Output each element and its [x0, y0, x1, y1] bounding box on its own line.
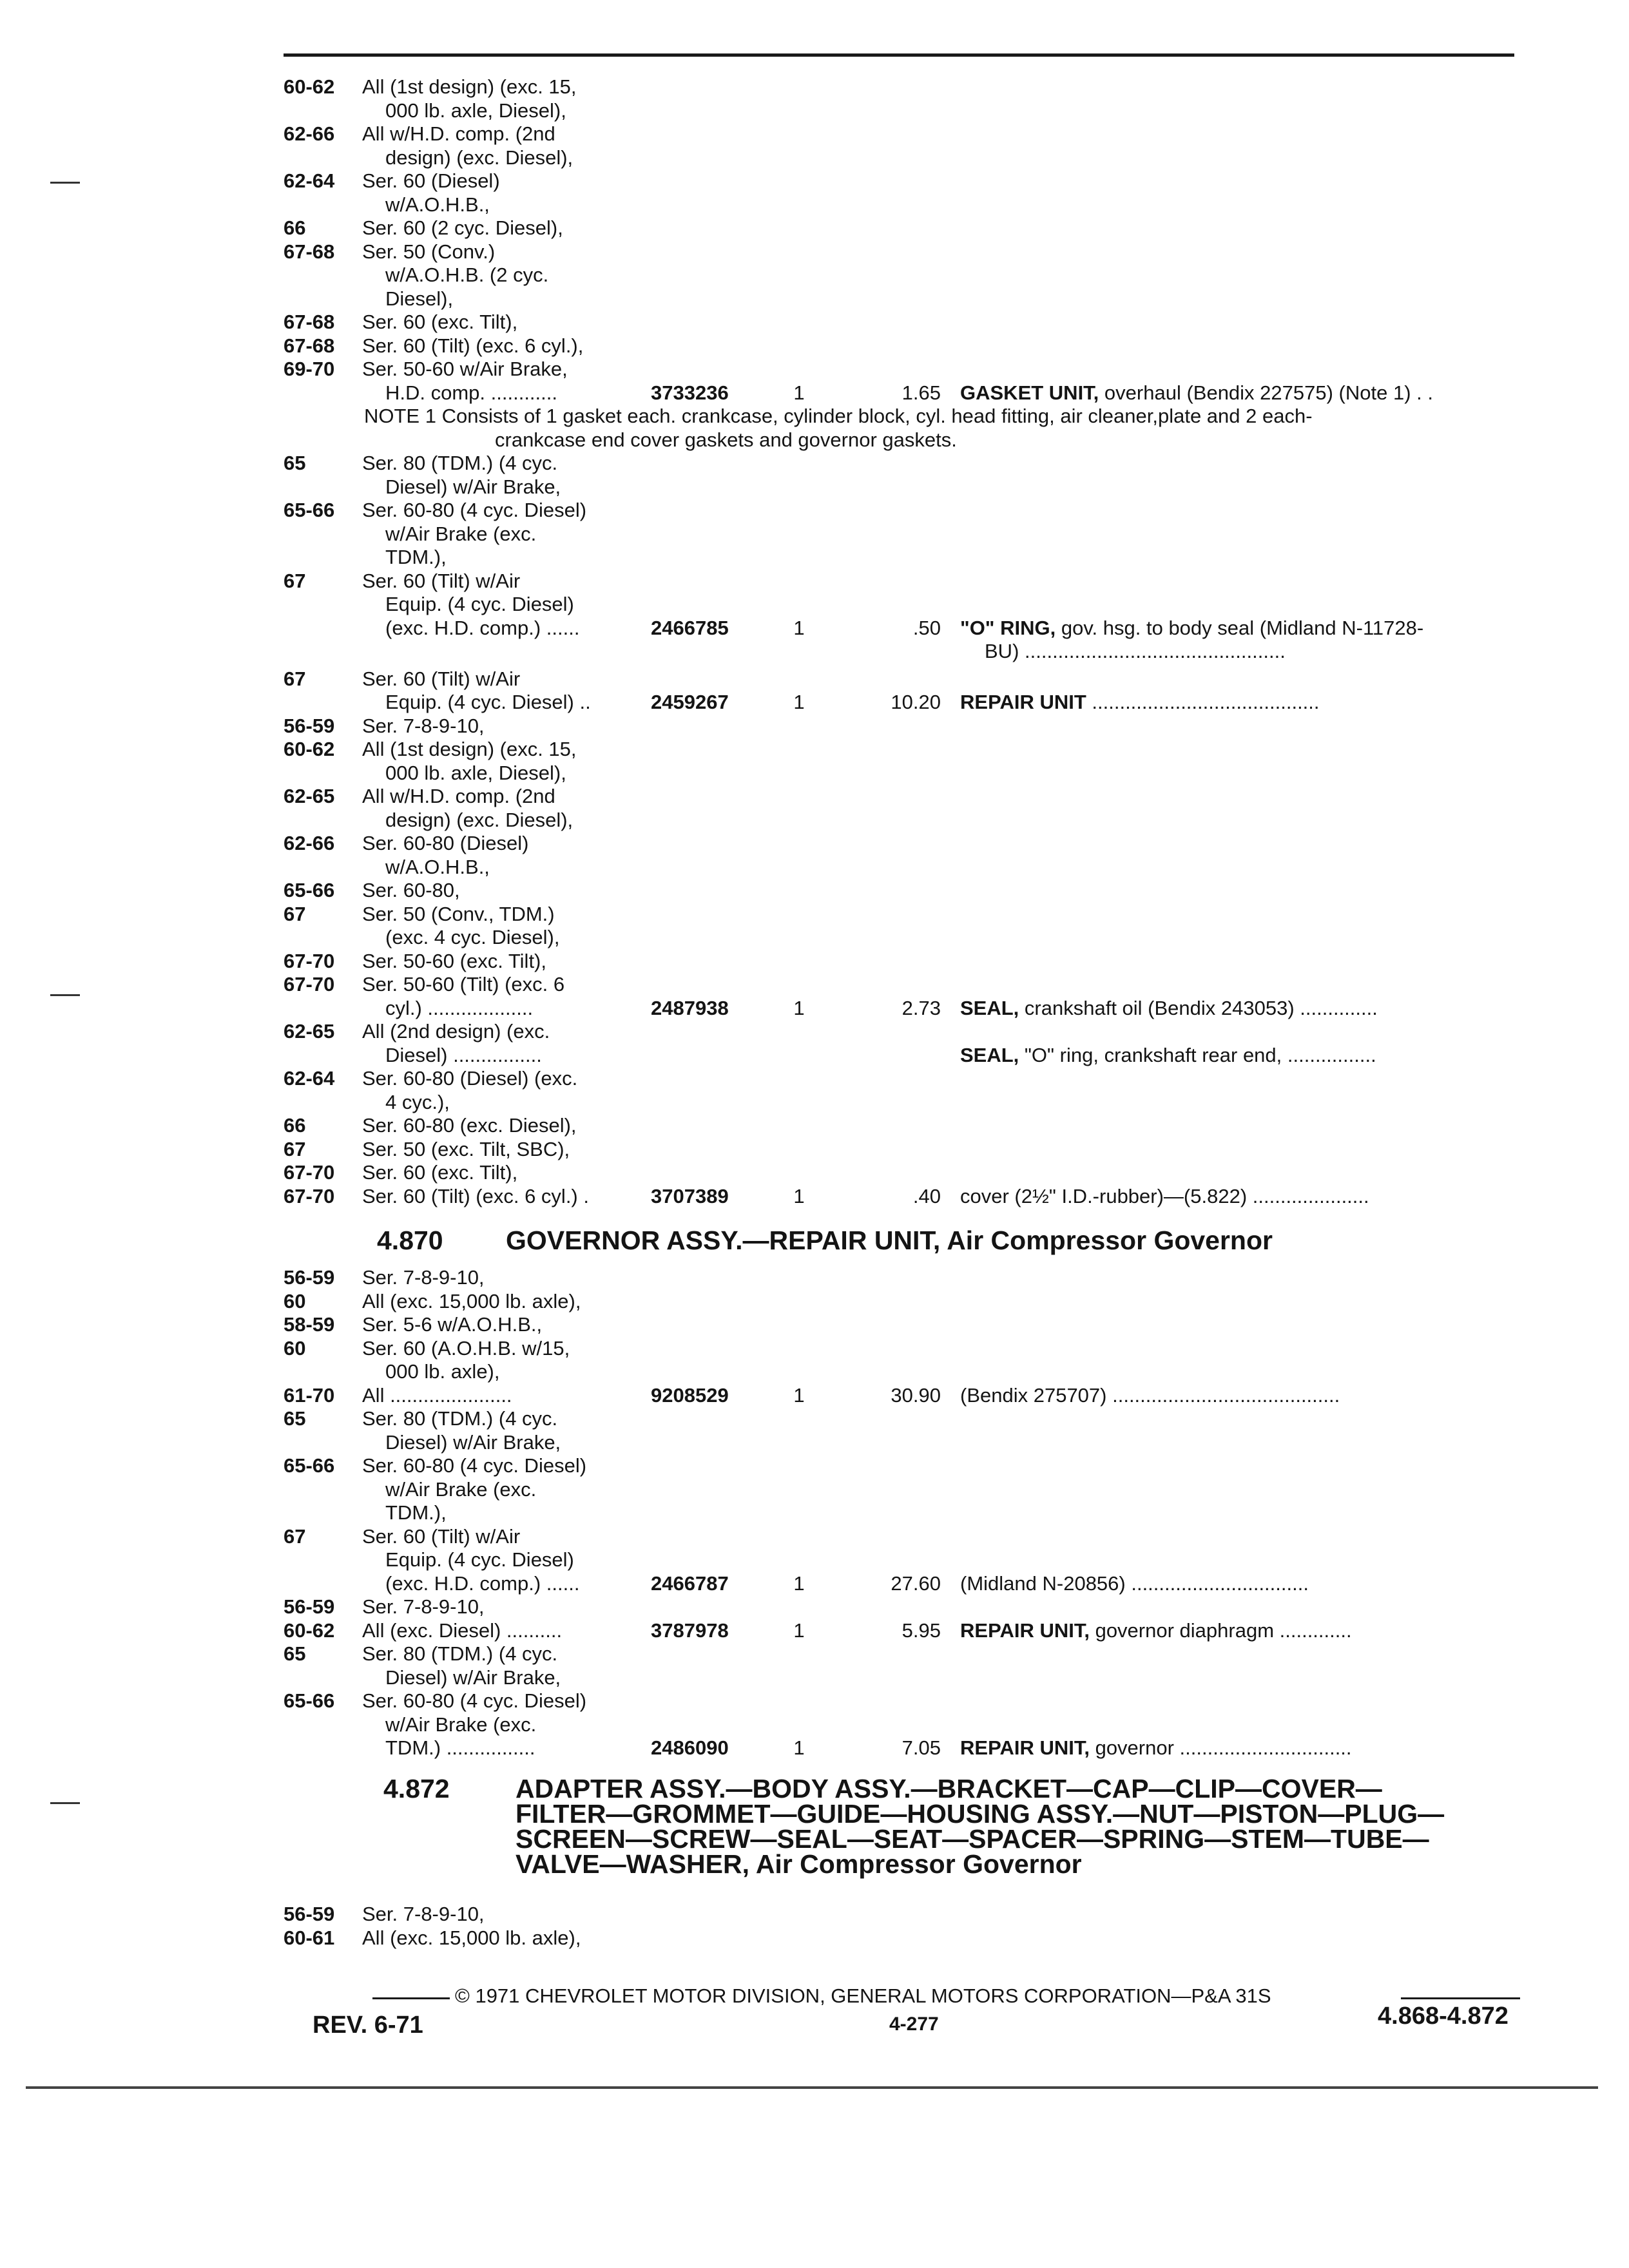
top-rule: [284, 53, 1514, 57]
catalog-row: [284, 99, 1521, 122]
application-text: Equip. (4 cyc. Diesel): [385, 1548, 574, 1571]
part-name: REPAIR UNIT,: [960, 1736, 1090, 1759]
footer-rule-left: [372, 1997, 450, 1999]
application-text: All w/H.D. comp. (2nd: [362, 122, 555, 145]
model-years: 62-65: [284, 785, 335, 807]
note-line: [284, 428, 1521, 452]
catalog-row: [284, 1431, 1521, 1454]
part-name: GASKET UNIT,: [960, 381, 1099, 404]
application-text: (exc. H.D. comp.) ......: [385, 616, 580, 639]
catalog-row: [284, 1290, 1521, 1313]
application-text: H.D. comp. ............: [385, 381, 557, 404]
model-years: 66: [284, 216, 306, 239]
part-detail: (Bendix 275707) .........................................: [960, 1383, 1340, 1407]
catalog-row: [284, 593, 1521, 616]
quantity: 1: [793, 1184, 805, 1207]
application-text: 000 lb. axle, Diesel),: [385, 99, 566, 122]
catalog-row: [284, 334, 1521, 358]
catalog-row: [284, 1020, 1521, 1043]
catalog-row: [284, 1161, 1521, 1184]
catalog-row: [284, 499, 1521, 522]
application-text: All (1st design) (exc. 15,: [362, 75, 577, 98]
model-years: 60-62: [284, 1619, 335, 1642]
application-text: Ser. 80 (TDM.) (4 cyc.: [362, 452, 558, 474]
part-description: [960, 691, 1320, 714]
application-text: Ser. 60 (exc. Tilt),: [362, 311, 518, 333]
copyright-line: © 1971 CHEVROLET MOTOR DIVISION, GENERAL MOTORS CORPORATION—P&A 31S: [455, 1984, 1271, 2007]
section-range: 4.868-4.872: [1378, 2003, 1509, 2030]
part-description: [960, 381, 1433, 405]
catalog-row: [284, 950, 1521, 973]
catalog-row: [284, 809, 1521, 832]
catalog-row: [284, 287, 1521, 311]
catalog-row: [284, 523, 1521, 546]
note-line: [284, 405, 1521, 428]
catalog-row: [284, 1360, 1521, 1383]
part-name: REPAIR UNIT,: [960, 1619, 1090, 1642]
catalog-row: [284, 1548, 1521, 1571]
catalog-row: [284, 1384, 1521, 1407]
part-detail: BU) ...............................................: [985, 640, 1286, 662]
part-description: [960, 1044, 1376, 1067]
model-years: 67: [284, 569, 306, 592]
quantity: 1: [793, 1619, 805, 1642]
quantity: 1: [793, 1736, 805, 1759]
application-text: Ser. 7-8-9-10,: [362, 714, 485, 737]
application-text: w/A.O.H.B.,: [385, 855, 490, 878]
model-years: 67-68: [284, 334, 335, 357]
application-text: cyl.) ...................: [385, 996, 534, 1019]
catalog-row: [284, 1091, 1521, 1114]
application-text: Diesel) w/Air Brake,: [385, 475, 561, 498]
catalog-row: [284, 264, 1521, 287]
model-years: 67-70: [284, 1161, 335, 1184]
catalog-row: [284, 1525, 1521, 1548]
catalog-row: [284, 122, 1521, 146]
catalog-row: [284, 1927, 1521, 1950]
model-years: 62-66: [284, 832, 335, 854]
quantity: 1: [793, 1383, 805, 1407]
catalog-row: [284, 1337, 1521, 1360]
application-text: All (exc. 15,000 lb. axle),: [362, 1927, 581, 1949]
application-text: Ser. 60 (A.O.H.B. w/15,: [362, 1336, 570, 1360]
model-years: 65-66: [284, 1689, 335, 1712]
application-text: Ser. 7-8-9-10,: [362, 1903, 485, 1925]
price: .40: [912, 1184, 941, 1207]
part-description: [960, 1572, 1309, 1595]
catalog-row: [284, 452, 1521, 475]
application-text: Diesel) w/Air Brake,: [385, 1430, 561, 1454]
part-detail: overhaul (Bendix 227575) (Note 1) . .: [1104, 381, 1433, 404]
catalog-row: [284, 691, 1521, 714]
application-text: TDM.),: [385, 546, 447, 568]
application-text: 000 lb. axle, Diesel),: [385, 761, 566, 784]
application-text: All (2nd design) (exc.: [362, 1020, 550, 1043]
part-description: [960, 997, 1378, 1020]
catalog-row: [284, 617, 1521, 640]
section-title-line: ADAPTER ASSY.—BODY ASSY.—BRACKET—CAP—CLIP—COVER—: [516, 1774, 1382, 1803]
price: 1.65: [901, 381, 941, 404]
model-years: 60: [284, 1336, 306, 1360]
part-detail: (Midland N-20856) ................................: [960, 1571, 1309, 1595]
catalog-row: [284, 1689, 1521, 1713]
catalog-row: [284, 1736, 1521, 1760]
application-text: Ser. 60-80 (Diesel) (exc.: [362, 1067, 578, 1090]
model-years: 65: [284, 452, 306, 474]
catalog-row: [284, 926, 1521, 949]
application-text: Ser. 50 (Conv.): [362, 240, 496, 263]
part-name: "O" RING,: [960, 616, 1056, 639]
catalog-row: [284, 997, 1521, 1020]
catalog-row: [284, 311, 1521, 334]
catalog-row: [284, 546, 1521, 569]
application-text: Ser. 50-60 (Tilt) (exc. 6: [362, 973, 565, 995]
application-text: Ser. 60-80 (4 cyc. Diesel): [362, 1689, 587, 1712]
application-text: TDM.),: [385, 1501, 447, 1524]
model-years: 58-59: [284, 1313, 335, 1336]
model-years: 60-62: [284, 75, 335, 98]
application-text: Ser. 60 (Tilt) w/Air: [362, 1524, 521, 1548]
model-years: 66: [284, 1114, 306, 1137]
application-text: Ser. 60-80 (Diesel): [362, 832, 529, 854]
model-years: 62-64: [284, 1067, 335, 1090]
model-years: 61-70: [284, 1383, 335, 1407]
application-text: design) (exc. Diesel),: [385, 146, 574, 169]
catalog-row: [284, 1185, 1521, 1208]
application-text: Diesel) w/Air Brake,: [385, 1666, 561, 1689]
section-title-line: FILTER—GROMMET—GUIDE—HOUSING ASSY.—NUT—PISTON—PLUG—: [516, 1799, 1445, 1829]
margin-mark: [50, 994, 80, 996]
part-description: [960, 1736, 1352, 1760]
catalog-row: [284, 903, 1521, 926]
part-number: 3787978: [651, 1619, 729, 1642]
application-text: 4 cyc.),: [385, 1090, 450, 1113]
application-text: Ser. 60 (Diesel): [362, 169, 500, 192]
model-years: 67-70: [284, 973, 335, 995]
catalog-row: [284, 381, 1521, 405]
application-text: Ser. 60-80,: [362, 879, 460, 901]
catalog-row: [284, 358, 1521, 381]
price: 5.95: [901, 1619, 941, 1642]
application-text: (exc. 4 cyc. Diesel),: [385, 926, 560, 948]
note-text: crankcase end cover gaskets and governor gaskets.: [495, 428, 957, 451]
part-description: [960, 1384, 1340, 1407]
part-detail: crankshaft oil (Bendix 243053) ..............: [1024, 996, 1378, 1019]
price: 27.60: [891, 1571, 941, 1595]
price: 2.73: [901, 996, 941, 1019]
footer-rule-right: [1401, 1997, 1520, 1999]
application-text: All (exc. 15,000 lb. axle),: [362, 1289, 581, 1312]
model-years: 62-65: [284, 1020, 335, 1043]
application-text: Equip. (4 cyc. Diesel) ..: [385, 691, 591, 713]
revision-label: REV. 6-71: [313, 2012, 423, 2039]
catalog-row: [284, 1619, 1521, 1642]
part-detail: governor diaphragm .............: [1095, 1619, 1352, 1642]
margin-mark: [50, 182, 80, 184]
model-years: 67: [284, 902, 306, 925]
model-years: 67-68: [284, 311, 335, 333]
application-text: Diesel),: [385, 287, 454, 310]
model-years: 56-59: [284, 1903, 335, 1925]
part-detail: gov. hsg. to body seal (Midland N-11728-: [1061, 616, 1424, 639]
section-number: 4.872: [383, 1774, 450, 1803]
catalog-row: [284, 476, 1521, 499]
part-number: 3707389: [651, 1184, 729, 1207]
model-years: 62-64: [284, 169, 335, 192]
quantity: 1: [793, 996, 805, 1019]
application-text: Ser. 50 (Conv., TDM.): [362, 902, 555, 925]
part-description: [960, 1619, 1352, 1642]
part-name: REPAIR UNIT: [960, 691, 1086, 713]
catalog-row: [284, 1044, 1521, 1067]
catalog-row: [284, 146, 1521, 169]
catalog-row: [284, 75, 1521, 99]
catalog-row: [284, 1572, 1521, 1595]
application-text: Ser. 60 (2 cyc. Diesel),: [362, 216, 563, 239]
price: 10.20: [891, 691, 941, 713]
application-text: Equip. (4 cyc. Diesel): [385, 593, 574, 615]
application-text: All (1st design) (exc. 15,: [362, 738, 577, 760]
price: .50: [912, 616, 941, 639]
part-detail: .........................................: [1092, 691, 1320, 713]
section-title-line: VALVE—WASHER, Air Compressor Governor: [516, 1849, 1082, 1879]
catalog-row: [284, 668, 1521, 691]
margin-mark: [50, 1802, 80, 1804]
quantity: 1: [793, 1571, 805, 1595]
application-text: Ser. 60-80 (exc. Diesel),: [362, 1114, 577, 1137]
quantity: 1: [793, 616, 805, 639]
application-text: Ser. 60-80 (4 cyc. Diesel): [362, 499, 587, 521]
catalog-row: [284, 738, 1521, 761]
catalog-row: [284, 193, 1521, 216]
catalog-row: [284, 1114, 1521, 1137]
catalog-row: [284, 1138, 1521, 1161]
application-text: (exc. H.D. comp.) ......: [385, 1571, 580, 1595]
catalog-row: [284, 832, 1521, 855]
model-years: 65: [284, 1642, 306, 1665]
application-text: All ......................: [362, 1383, 512, 1407]
price: 30.90: [891, 1383, 941, 1407]
model-years: 56-59: [284, 1595, 335, 1618]
part-number: 2486090: [651, 1736, 729, 1759]
catalog-row: [284, 169, 1521, 193]
catalog-row: [284, 1501, 1521, 1524]
catalog-row: [284, 1266, 1521, 1289]
model-years: 56-59: [284, 714, 335, 737]
part-description: [960, 1185, 1369, 1208]
application-text: Ser. 7-8-9-10,: [362, 1266, 485, 1289]
catalog-row: [284, 1713, 1521, 1736]
model-years: 69-70: [284, 358, 335, 380]
model-years: 65: [284, 1407, 306, 1430]
model-years: 65-66: [284, 1454, 335, 1477]
section-title-line: SCREEN—SCREW—SEAL—SEAT—SPACER—SPRING—STEM—TUBE—: [516, 1824, 1429, 1854]
model-years: 60: [284, 1289, 306, 1312]
application-text: design) (exc. Diesel),: [385, 808, 574, 831]
part-detail: cover (2½" I.D.-rubber)—(5.822) .....................: [960, 1184, 1369, 1207]
application-text: All w/H.D. comp. (2nd: [362, 785, 555, 807]
application-text: TDM.) ................: [385, 1736, 535, 1759]
model-years: 65-66: [284, 879, 335, 901]
application-text: Ser. 5-6 w/A.O.H.B.,: [362, 1313, 543, 1336]
model-years: 67: [284, 667, 306, 690]
application-text: w/Air Brake (exc.: [385, 522, 537, 545]
catalog-row: [284, 973, 1521, 996]
catalog-row: [284, 570, 1521, 593]
catalog-row: [284, 1478, 1521, 1501]
part-number: 3733236: [651, 381, 729, 404]
note-text: NOTE 1 Consists of 1 gasket each. crankcase, cylinder block, cyl. head fitting, air cleaner,plate and 2 each-: [364, 405, 1313, 427]
application-text: Ser. 80 (TDM.) (4 cyc.: [362, 1642, 558, 1665]
quantity: 1: [793, 691, 805, 713]
model-years: 56-59: [284, 1266, 335, 1289]
part-description: [960, 617, 1423, 640]
bottom-rule: [26, 2086, 1598, 2089]
catalog-row: [284, 240, 1521, 264]
section-heading-4870: [377, 1225, 1273, 1256]
price: 7.05: [901, 1736, 941, 1759]
model-years: 60-62: [284, 738, 335, 760]
part-number: 2487938: [651, 996, 729, 1019]
application-text: Ser. 50 (exc. Tilt, SBC),: [362, 1137, 570, 1160]
catalog-row: [284, 1067, 1521, 1090]
application-text: Ser. 50-60 w/Air Brake,: [362, 358, 568, 380]
model-years: 67-70: [284, 949, 335, 972]
application-text: w/A.O.H.B. (2 cyc.: [385, 264, 549, 286]
quantity: 1: [793, 381, 805, 404]
section-title: GOVERNOR ASSY.—REPAIR UNIT, Air Compressor Governor: [506, 1225, 1273, 1255]
catalog-row: [284, 1454, 1521, 1477]
model-years: 67: [284, 1524, 306, 1548]
page-number: 4-277: [889, 2013, 939, 2035]
part-number: 2466787: [651, 1571, 729, 1595]
application-text: Ser. 80 (TDM.) (4 cyc.: [362, 1407, 558, 1430]
application-text: All (exc. Diesel) ..........: [362, 1619, 563, 1642]
application-text: Ser. 60 (Tilt) (exc. 6 cyl.) .: [362, 1184, 589, 1207]
section-number: 4.870: [377, 1225, 443, 1255]
application-text: w/Air Brake (exc.: [385, 1713, 537, 1736]
model-years: 60-61: [284, 1927, 335, 1949]
part-number: 9208529: [651, 1383, 729, 1407]
model-years: 62-66: [284, 122, 335, 145]
catalog-row: [284, 1903, 1521, 1926]
application-text: 000 lb. axle),: [385, 1360, 500, 1383]
catalog-row: [284, 785, 1521, 808]
model-years: 65-66: [284, 499, 335, 521]
application-text: Ser. 60 (Tilt) w/Air: [362, 667, 521, 690]
application-text: Diesel) ................: [385, 1043, 542, 1066]
model-years: 67: [284, 1137, 306, 1160]
catalog-row: [284, 216, 1521, 240]
part-detail: governor ...............................: [1095, 1736, 1352, 1759]
application-text: Ser. 60 (Tilt) (exc. 6 cyl.),: [362, 334, 584, 357]
catalog-row: [284, 1595, 1521, 1619]
model-years: 67-70: [284, 1184, 335, 1207]
application-text: w/A.O.H.B.,: [385, 193, 490, 216]
catalog-row: [284, 715, 1521, 738]
part-detail: "O" ring, crankshaft rear end, ................: [1024, 1043, 1376, 1066]
application-text: Ser. 60-80 (4 cyc. Diesel): [362, 1454, 587, 1477]
part-number: 2459267: [651, 691, 729, 713]
catalog-row: [284, 856, 1521, 879]
part-name: SEAL,: [960, 996, 1019, 1019]
part-description: [985, 640, 1286, 663]
application-text: Ser. 7-8-9-10,: [362, 1595, 485, 1618]
application-text: Ser. 50-60 (exc. Tilt),: [362, 949, 546, 972]
part-number: 2466785: [651, 616, 729, 639]
catalog-row: [284, 762, 1521, 785]
catalog-row: [284, 640, 1521, 663]
catalog-row: [284, 1407, 1521, 1430]
part-name: SEAL,: [960, 1043, 1019, 1066]
catalog-row: [284, 1666, 1521, 1689]
catalog-row: [284, 1642, 1521, 1666]
catalog-row: [284, 879, 1521, 902]
model-years: 67-68: [284, 240, 335, 263]
application-text: Ser. 60 (exc. Tilt),: [362, 1161, 518, 1184]
application-text: w/Air Brake (exc.: [385, 1477, 537, 1501]
application-text: Ser. 60 (Tilt) w/Air: [362, 569, 521, 592]
catalog-row: [284, 1313, 1521, 1336]
